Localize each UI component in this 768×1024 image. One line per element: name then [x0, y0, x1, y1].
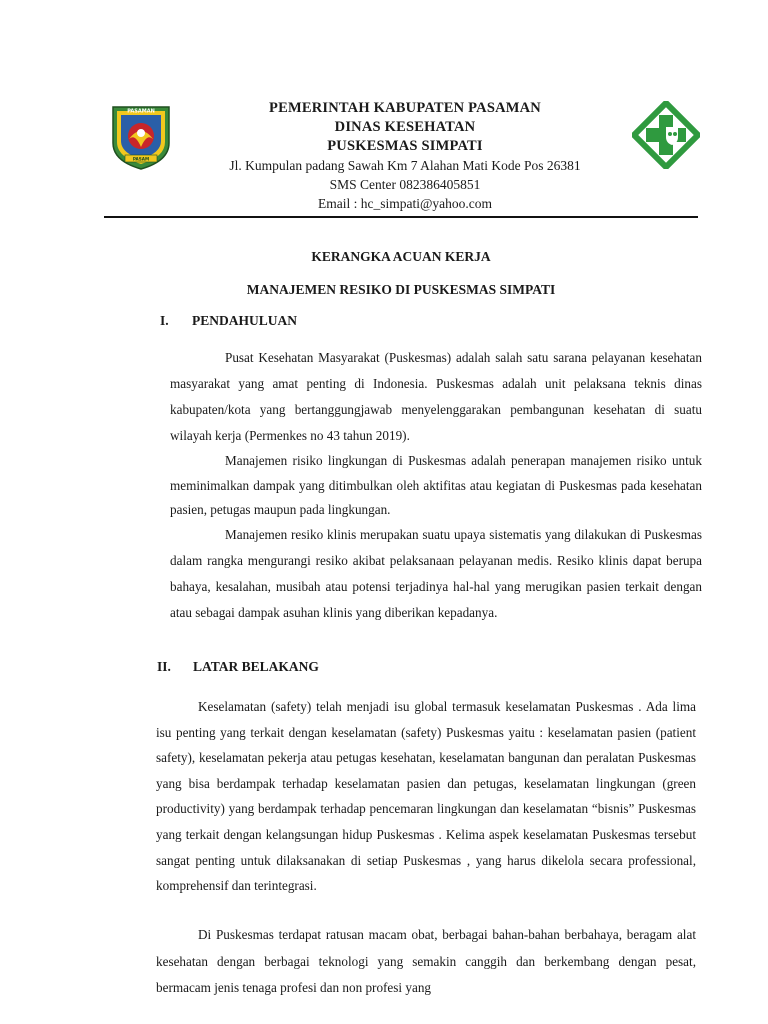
kabupaten-pasaman-emblem-icon — [107, 103, 175, 171]
document-subtitle: MANAJEMEN RESIKO DI PUSKESMAS SIMPATI — [246, 282, 556, 297]
document-title: KERANGKA ACUAN KERJA — [311, 249, 491, 264]
paragraph-environment-risk: Manajemen risiko lingkungan di Puskesmas adalah penerapan manajemen risiko untuk meminimalkan dampak yang ditimbulkan oleh aktifitas atau kegiatan di Puskesmas pada kesehatan pasien, petugas maupun pada lingkungan. — [170, 453, 702, 517]
emblem-bottom-text: PASAM — [132, 156, 150, 162]
section-label: PENDAHULUAN — [192, 313, 298, 328]
puskesmas-logo-icon — [632, 101, 700, 169]
section-number: II. — [157, 659, 171, 674]
paragraph-puskesmas-definition: Pusat Kesehatan Masyarakat (Puskesmas) adalah salah satu sarana pelayanan kesehatan masyarakat yang amat penting di Indonesia. Puskesmas adalah unit pelaksana teknis dinas kabupaten/kota yang bertanggungjawab menyelenggarakan pembangunan kesehatan di suatu wilayah kerja (Permenkes no 43 tahun 2019). — [170, 350, 702, 443]
paragraph-safety-issues: Keselamatan (safety) telah menjadi isu global termasuk keselamatan Puskesmas . Ada lima isu penting yang terkait dengan keselamatan (safety) Puskesmas yaitu : keselamatan pasien (patient safety), keselamatan pekerja atau petugas kesehatan, keselamatan bangunan dan peralatan Puskesmas yang bisa berdampak terhadap keselamatan pasien dan petugas, keselamatan lingkungan (green productivity) yang berdampak terhadap pencemaran lingkungan dan keselamatan “bisnis” Puskesmas yang terkait dengan kelangsungan hidup Puskesmas . Kelima aspek keselamatan Puskesmas tersebut sangat penting untuk dilaksanakan di setiap Puskesmas , yang harus dikelola secara professional, komprehensif dan terintegrasi. — [156, 699, 696, 894]
letterhead-sms: SMS Center 082386405851 — [329, 177, 481, 192]
paragraph-clinical-risk: Manajemen resiko klinis merupakan suatu upaya sistematis yang dilakukan di Puskesmas dalam rangka mengurangi resiko akibat pelaksanaan pelayanan medis. Resiko klinis dapat berupa bahaya, kesalahan, musibah atau potensi terjadinya hal-hal yang merugikan pasien terkait dengan atau sebagai dampak asuhan klinis yang diberikan kepadanya. — [170, 527, 702, 620]
section-label: LATAR BELAKANG — [193, 659, 319, 674]
letterhead-email: Email : hc_simpati@yahoo.com — [317, 196, 493, 211]
letterhead-divider — [104, 216, 698, 218]
emblem-top-text: PASAMAN — [127, 108, 155, 115]
letterhead — [180, 99, 630, 213]
section-number: I. — [160, 313, 169, 328]
letterhead-address: Jl. Kumpulan padang Sawah Km 7 Alahan Mati Kode Pos 26381 — [229, 158, 581, 173]
letterhead-line-puskesmas: PUSKESMAS SIMPATI — [327, 138, 483, 154]
letterhead-line-government: PEMERINTAH KABUPATEN PASAMAN — [269, 100, 541, 116]
letterhead-line-dinas: DINAS KESEHATAN — [334, 119, 476, 135]
paragraph-puskesmas-resources: Di Puskesmas terdapat ratusan macam obat, berbagai bahan-bahan berbahaya, beragam alat kesehatan dengan berbagai teknologi yang semakin canggih dan berkembang dengan pesat, bermacam jenis tenaga profesi dan non profesi yang — [156, 927, 696, 995]
